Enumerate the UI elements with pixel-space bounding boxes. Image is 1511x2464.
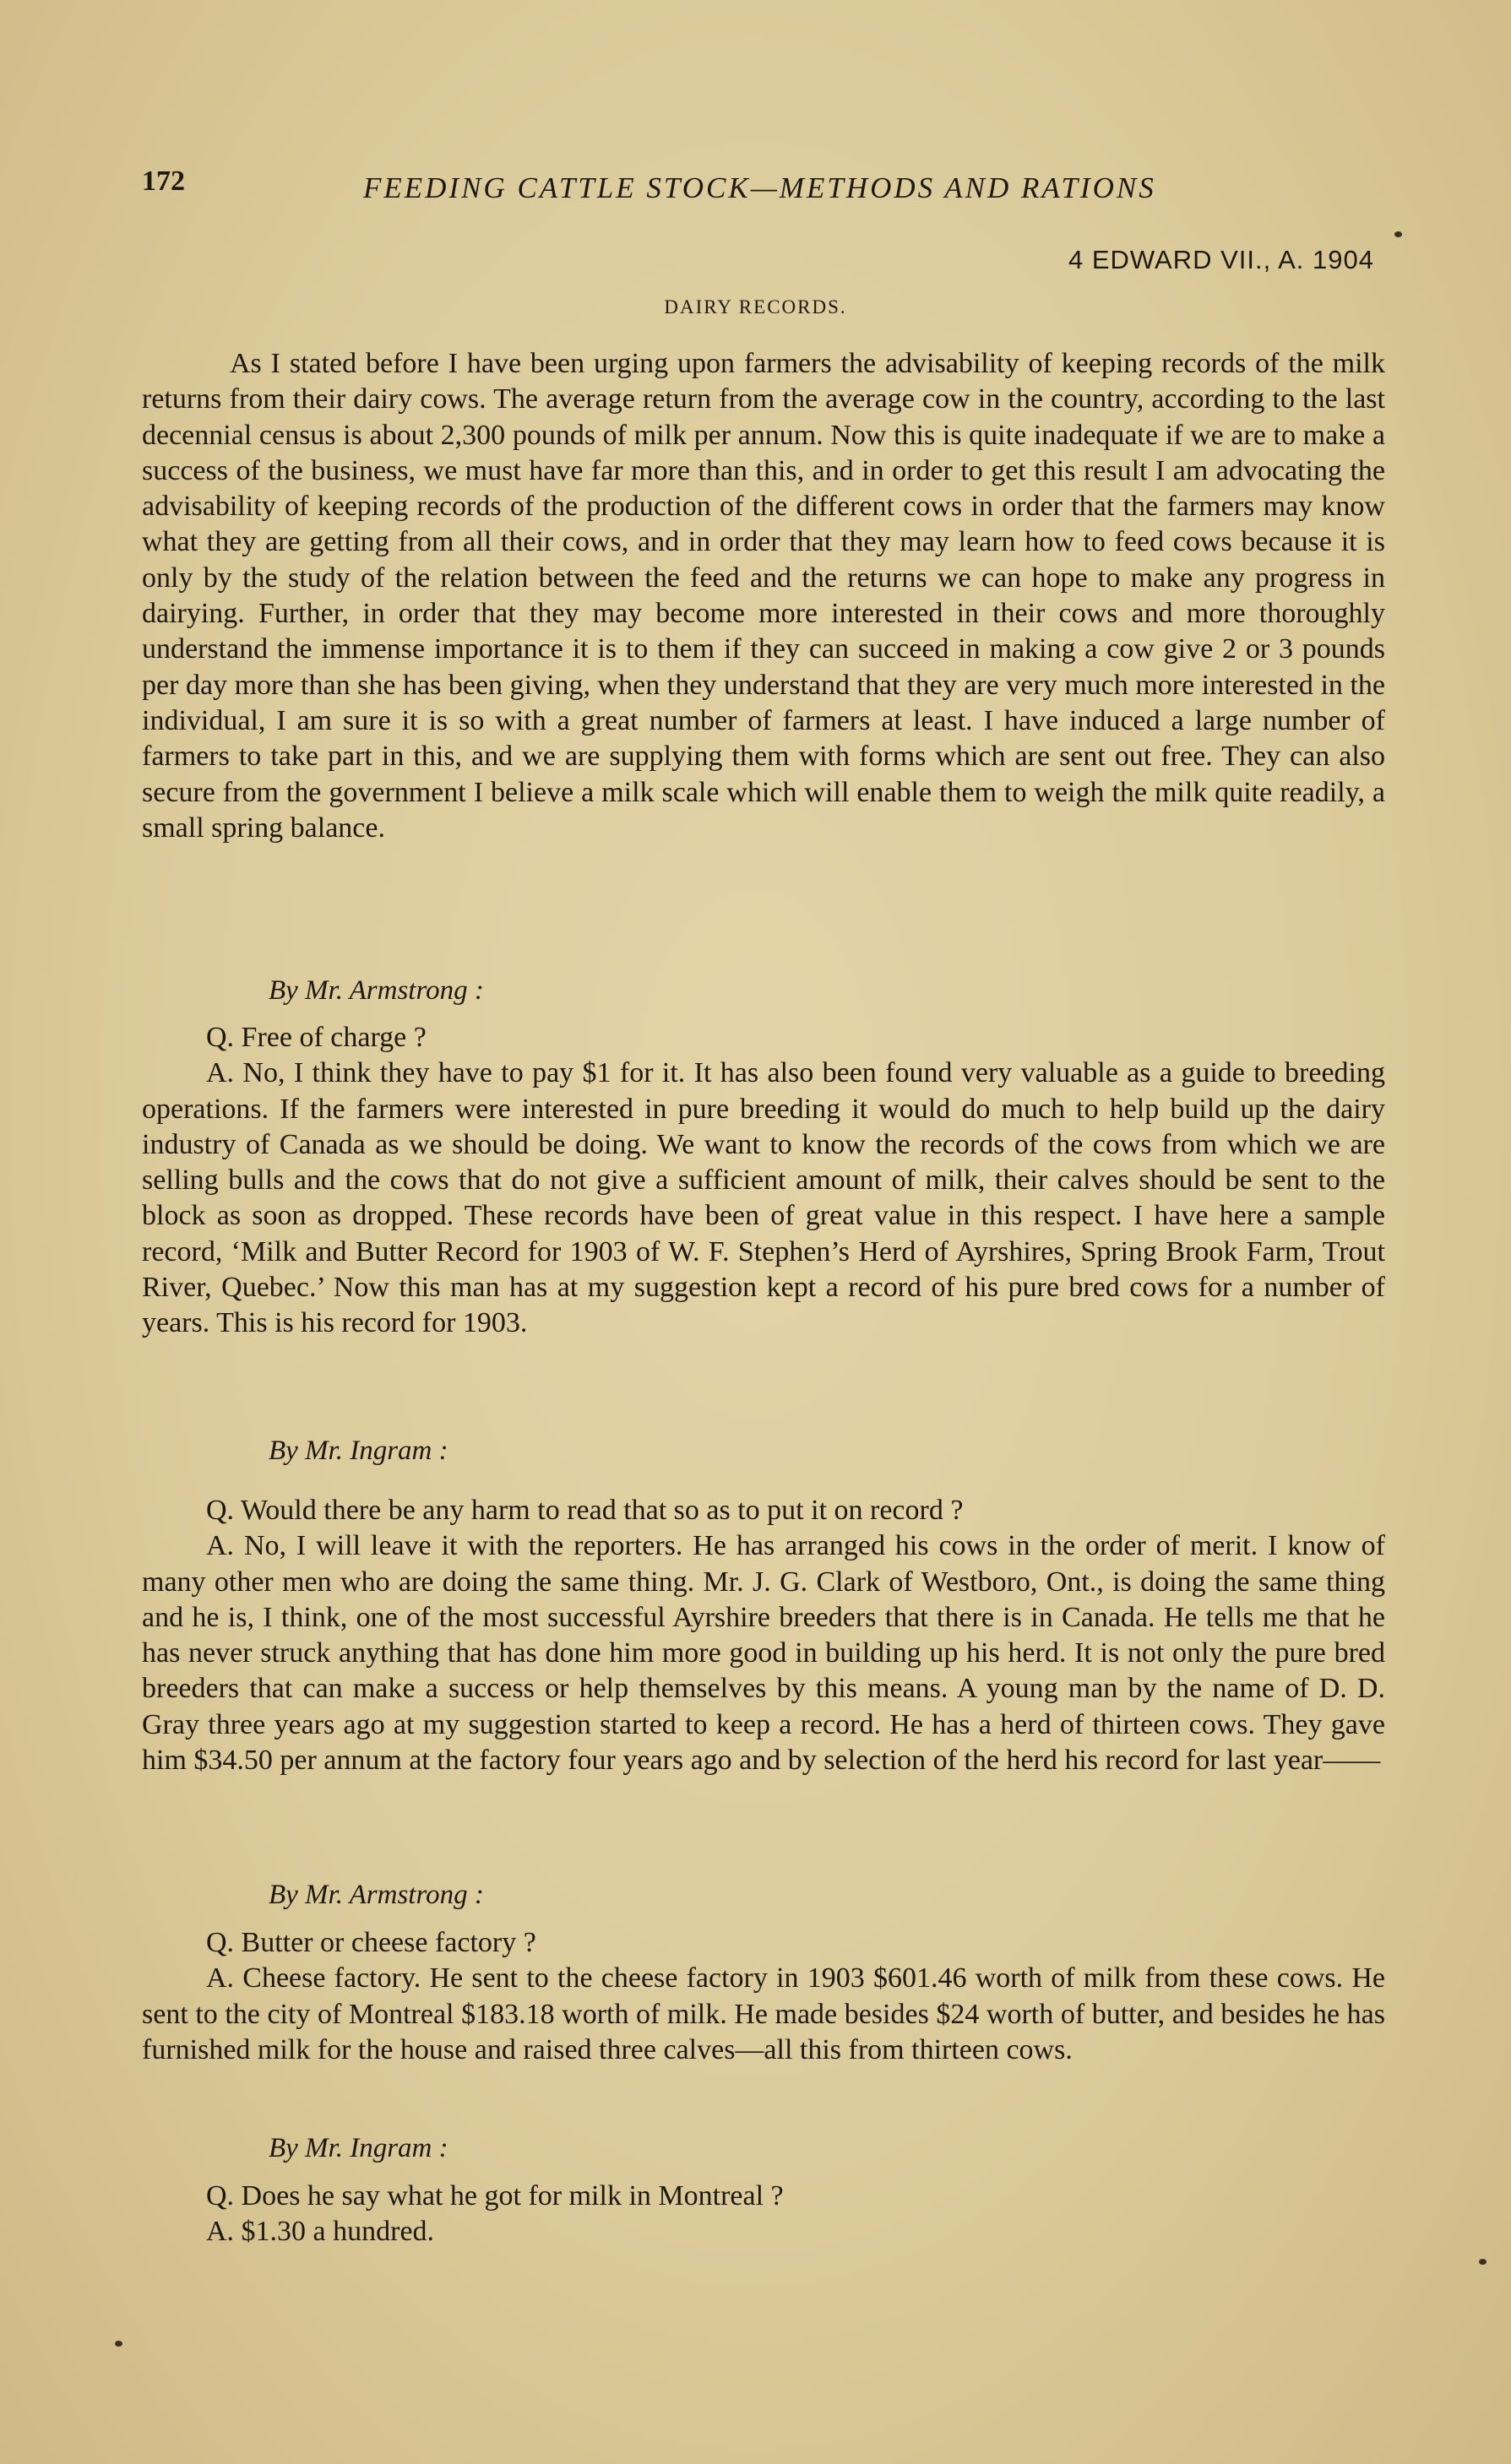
ink-speck [1394,231,1402,237]
ink-speck [1479,2259,1487,2265]
section-heading: DAIRY RECORDS. [664,296,847,317]
speaker-label: By Mr. Ingram : [269,1436,448,1466]
session-mark: 4 EDWARD VII., A. 1904 [1068,245,1374,274]
answer-paragraph: A. No, I will leave it with the reporters. He has arranged his cows in the order of merit. I know of many other men who are doing the same thing. Mr. J. G. Clark of Westboro, Ont., is doing the same thing and he is, I think, one of the most successful Ayrshire breeders that there is in Canada. He tells me that he has never struck anything that has done him more good in building up his herd. It is not only the pure bred breeders that can make a success or help themselves by this means. A young man by the name of D. D. Gray three years ago at my suggestion started to keep a record. He has a herd of thirteen cows. They gave him $34.50 per annum at the factory four years ago and by selection of the herd his record for last year—— [142,1530,1385,1777]
question-line: Q. Butter or cheese factory ? [206,1927,536,1958]
running-title: FEEDING CATTLE STOCK—METHODS AND RATIONS [363,171,1156,204]
speaker-label: By Mr. Armstrong : [269,975,484,1006]
exchange-block [142,2179,1385,2250]
speaker-label: By Mr. Armstrong : [269,1880,484,1910]
intro-paragraph-block [142,346,1385,846]
answer-paragraph: A. No, I think they have to pay $1 for it. It has also been found very valuable as a guide to breeding operations. If the farmers were interested in pure breeding it would do much to help build up the dairy industry of Canada as we should be doing. We want to know the records of the cows from which we are selling bulls and the cows that do not give a sufficient amount of milk, their calves should be sent to the block as soon as dropped. These records have been of great value in this respect. I have here a sample record, ‘Milk and Butter Record for 1903 of W. F. Stephen’s Herd of Ayrshires, Spring Brook Farm, Trout River, Quebec.’ Now this man has at my suggestion kept a record of his pure bred cows for a number of years. This is his record for 1903. [142,1057,1385,1339]
question-line: Q. Does he say what he got for milk in Montreal ? [206,2180,784,2212]
ink-speck [115,2341,122,2347]
exchange-block [142,1925,1385,2068]
intro-paragraph: As I stated before I have been urging upon farmers the advisability of keeping records of the milk returns from their dairy cows. The average return from the average cow in the country, according to the last decennial census is about 2,300 pounds of milk per annum. Now this is quite inadequate if we are to make a success of the business, we must have far more than this, and in order to get this result I am advocating the advisability of keeping records of the production of the different cows in order that the farmers may know what they are getting from all their cows, and in order that they may learn how to feed cows because it is only by the study of the relation between the feed and the returns we can hope to make any progress in dairying. Further, in order that they may become more interested in their cows and more thoroughly understand the immense importance it is to them if they can succeed in making a cow give 2 or 3 pounds per day more than she has been giving, when they understand that they are very much more interested in the individual, I am sure it is so with a great number of farmers at least. I have induced a large number of farmers to take part in this, and we are supplying them with forms which are sent out free. They can also secure from the government I believe a milk scale which will enable them to weigh the milk quite readily, a small spring balance. [142,348,1385,844]
answer-paragraph: A. Cheese factory. He sent to the cheese factory in 1903 $601.46 worth of milk from these cows. He sent to the city of Montreal $183.18 worth of milk. He made besides $24 worth of butter, and besides he has furnished milk for the house and raised three calves—all this from thirteen cows. [142,1962,1385,2065]
answer-paragraph: A. $1.30 a hundred. [206,2216,435,2248]
speaker-label: By Mr. Ingram : [269,2133,448,2163]
question-line: Q. Free of charge ? [206,1022,427,1053]
question-line: Q. Would there be any harm to read that so as to put it on record ? [206,1495,964,1526]
exchange-block [142,1020,1385,1342]
exchange-block [142,1493,1385,1778]
page-number: 172 [142,166,185,197]
